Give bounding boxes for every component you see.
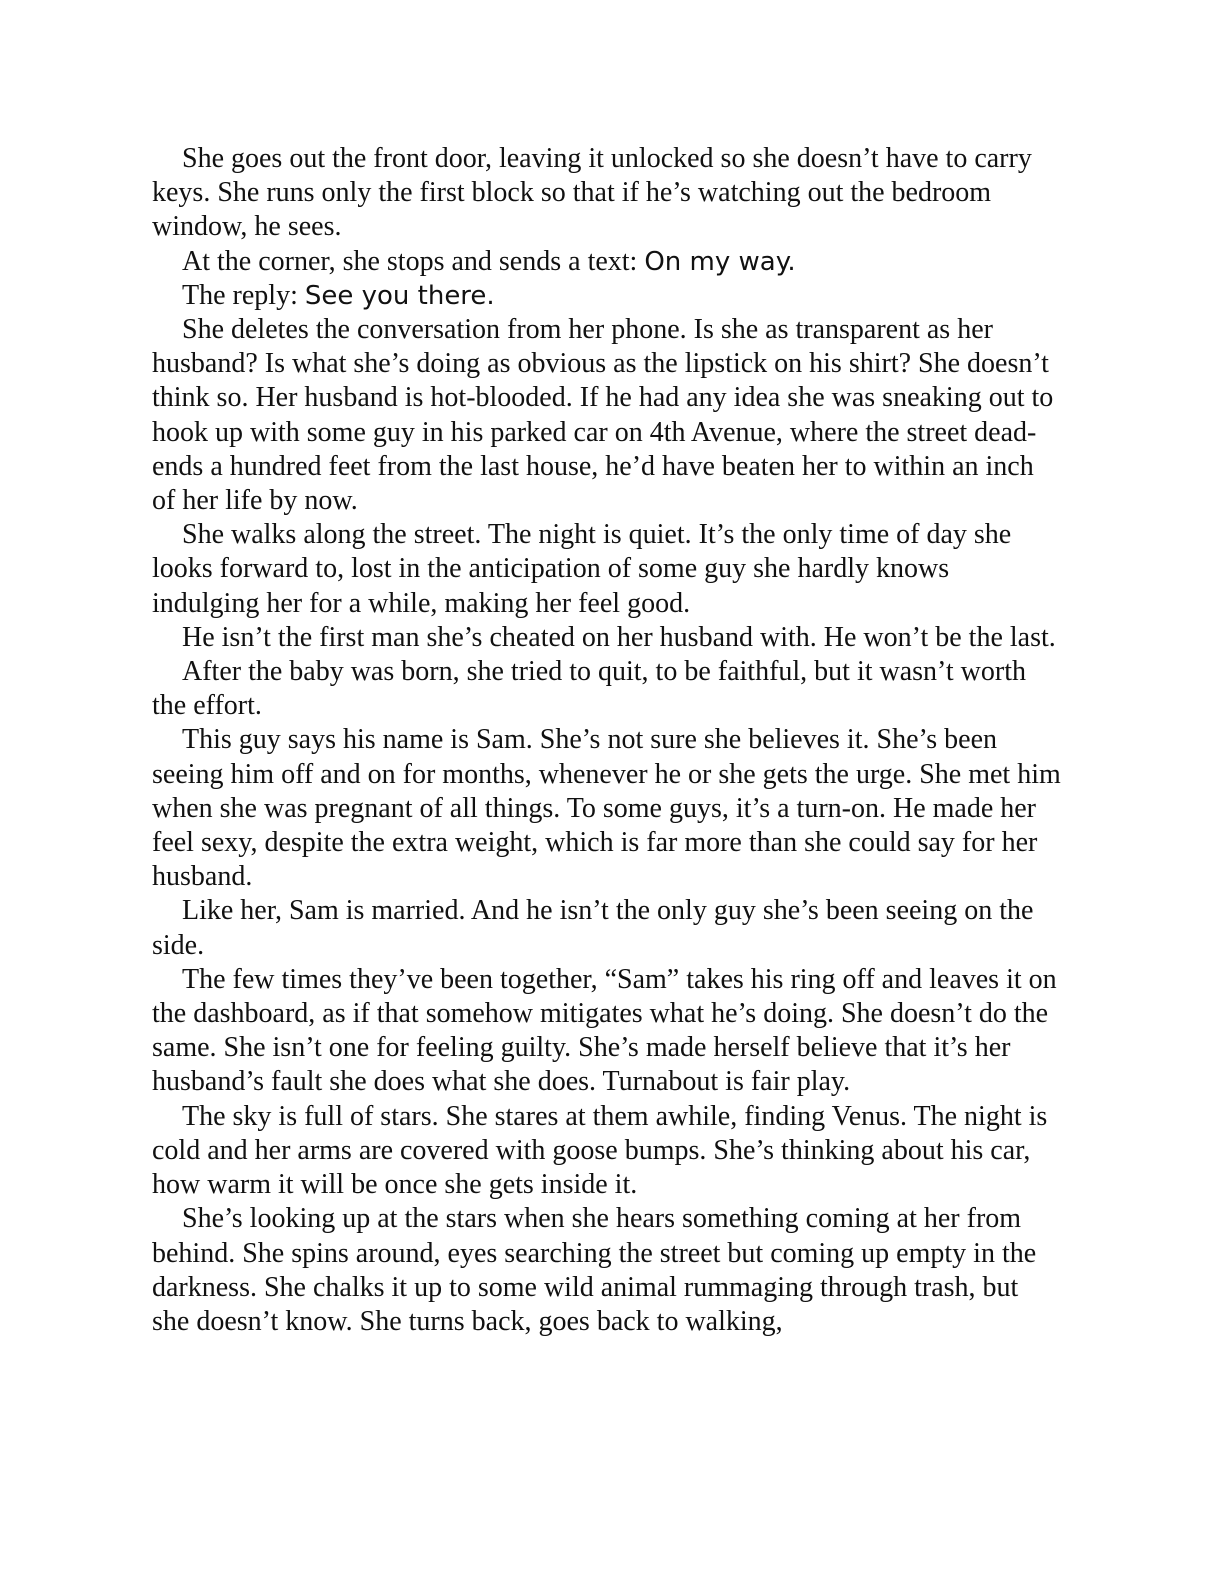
text-message: See you there. <box>304 280 495 311</box>
paragraph: This guy says his name is Sam. She’s not sure she believes it. She’s been seeing him off and on for months, whenever he or she gets the urge. She met him when she was pregnant of all things. To some guys, it’s a turn-on. He made her feel sexy, despite the extra weight, which is far more than she could say for her husband. <box>152 724 1061 893</box>
paragraph: He isn’t the first man she’s cheated on her husband with. He won’t be the last. <box>182 621 1056 653</box>
paragraph-text-sent <box>152 245 1062 279</box>
paragraph: The sky is full of stars. She stares at them awhile, finding Venus. The night is cold and her arms are covered with goose bumps. She’s thinking about his car, how warm it will be once she gets inside it. <box>152 1100 1048 1201</box>
paragraph: She walks along the street. The night is quiet. It’s the only time of day she looks forward to, lost in the anticipation of some guy she hardly knows indulging her for a while, making her feel good. <box>152 519 1012 619</box>
text-message: On my way. <box>644 246 796 277</box>
paragraph: Like her, Sam is married. And he isn’t the only guy she’s been seeing on the side. <box>152 895 1034 961</box>
paragraph: She deletes the conversation from her phone. Is she as transparent as her husband? Is what she’s doing as obvious as the lipstick on his shirt? She doesn’t think so. Her husband is hot-blooded. If he had any idea she was sneaking out to hook up with some guy in his parked car on 4th Avenue, where the street dead-ends a hundred feet from the last house, he’d have beaten her to within an inch of her life by now. <box>152 314 1054 517</box>
paragraph: She’s looking up at the stars when she hears something coming at her from behind. She spins around, eyes searching the street but coming up empty in the darkness. She chalks it up to some wild animal rummaging through trash, but she doesn’t know. She turns back, goes back to walking, <box>152 1203 1037 1337</box>
paragraph: She goes out the front door, leaving it unlocked so she doesn’t have to carry keys. She runs only the first block so that if he’s watching out the bedroom window, he sees. <box>152 143 1032 243</box>
paragraph: The few times they’ve been together, “Sam” takes his ring off and leaves it on the dashboard, as if that somehow mitigates what he’s doing. She doesn’t do the same. She isn’t one for feeling guilty. She’s made herself believe that it’s her husband’s fault she does what she does. Turnabout is fair play. <box>152 963 1057 1098</box>
paragraph-text: At the corner, she stops and sends a text: <box>182 245 645 277</box>
paragraph-text-reply <box>152 279 1062 313</box>
page-body <box>152 142 1062 1339</box>
paragraph: After the baby was born, she tried to quit, to be faithful, but it wasn’t worth the effort. <box>152 656 1026 722</box>
paragraph-text: The reply: <box>182 279 305 311</box>
